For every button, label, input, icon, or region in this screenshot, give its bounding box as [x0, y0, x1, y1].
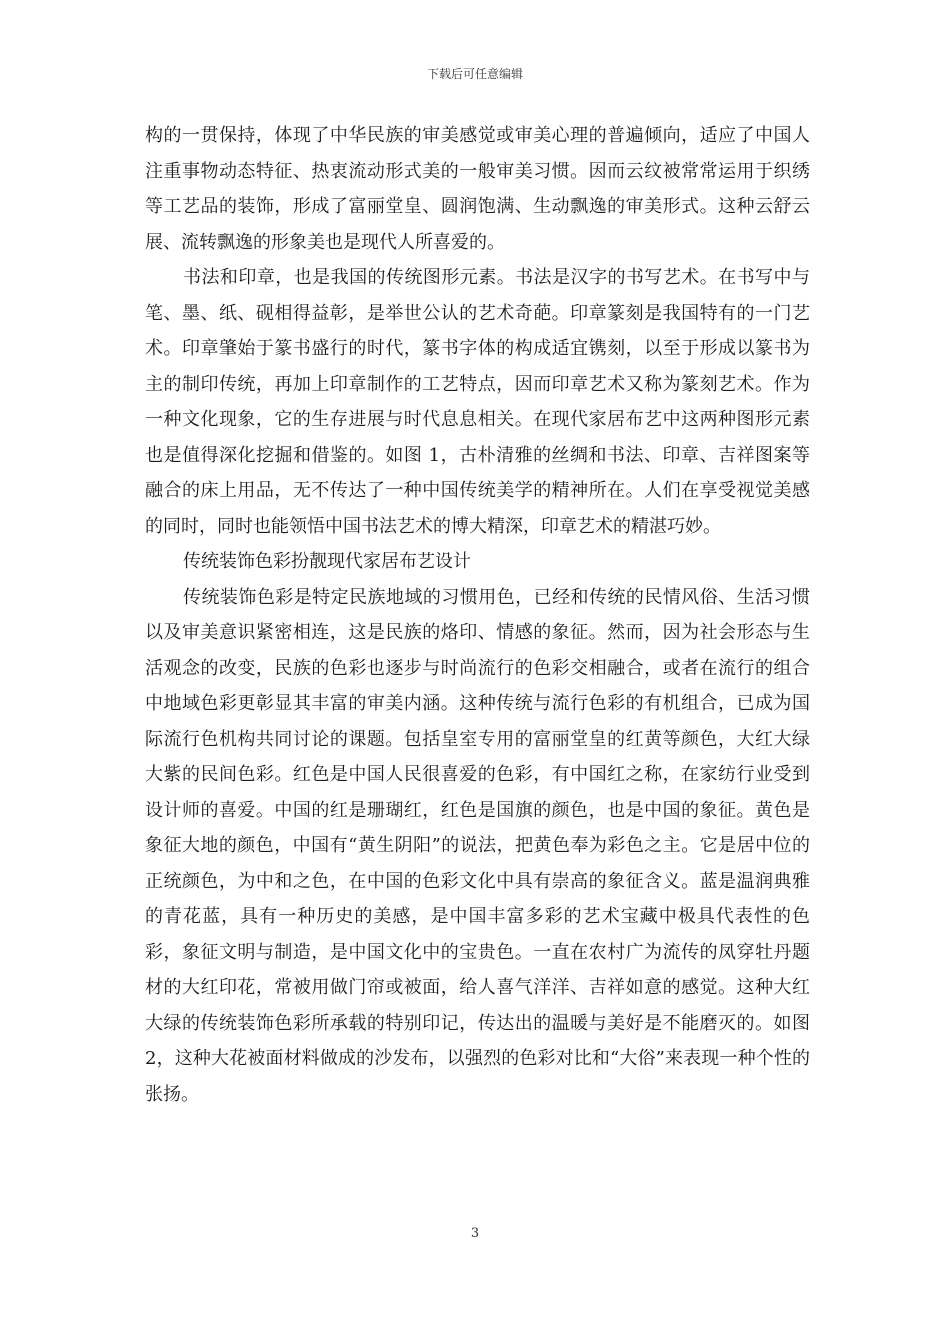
- paragraph-traditional-colors: 传统装饰色彩是特定民族地域的习惯用色，已经和传统的民情风俗、生活习惯以及审美意识紧密相连，这是民族的烙印、情感的象征。然而，因为社会形态与生活观念的改变，民族的色彩也逐步与时尚流行的色彩交相融合，或者在流行的组合中地域色彩更彰显其丰富的审美内涵。这种传统与流行色彩的有机组合，已成为国际流行色机构共同讨论的课题。包括皇室专用的富丽堂皇的红黄等颜色，大红大绿大紫的民间色彩。红色是中国人民很喜爱的色彩，有中国红之称，在家纺行业受到设计师的喜爱。中国的红是珊瑚红，红色是国旗的颜色，也是中国的象征。黄色是象征大地的颜色，中国有“黄生阴阳”的说法，把黄色奉为彩色之主。它是居中位的正统颜色，为中和之色，在中国的色彩文化中具有崇高的象征含义。蓝是温润典雅的青花蓝，具有一种历史的美感，是中国丰富多彩的艺术宝藏中极具代表性的色彩，象征文明与制造，是中国文化中的宝贵色。一直在农村广为流传的凤穿牡丹题材的大红印花，常被用做门帘或被面，给人喜气洋洋、吉祥如意的感觉。这种大红大绿的传统装饰色彩所承载的特别印记，传达出的温暖与美好是不能磨灭的。如图 2，这种大花被面材料做成的沙发布，以强烈的色彩对比和“大俗”来表现一种个性的张扬。: [145, 586, 810, 1105]
- paragraph-cloud-pattern: 构的一贯保持，体现了中华民族的审美感觉或审美心理的普遍倾向，适应了中国人注重事物动态特征、热衷流动形式美的一般审美习惯。因而云纹被常常运用于织绣等工艺品的装饰，形成了富丽堂皇、圆润饱满、生动飘逸的审美形式。这种云舒云展、流转飘逸的形象美也是现代人所喜爱的。: [145, 125, 810, 253]
- page-header: 下载后可任意编辑: [426, 67, 523, 81]
- document-body: [145, 118, 810, 1112]
- page-number: 3: [470, 1226, 480, 1241]
- section-heading-traditional-colors: 传统装饰色彩扮靓现代家居布艺设计: [183, 551, 471, 572]
- paragraph-calligraphy-seal: 书法和印章，也是我国的传统图形元素。书法是汉字的书写艺术。在书写中与笔、墨、纸、砚相得益彰，是举世公认的艺术奇葩。印章篆刻是我国特有的一门艺术。印章肇始于篆书盛行的时代，篆书字体的构成适宜镌刻，以至于形成以篆书为主的制印传统，再加上印章制作的工艺特点，因而印章艺术又称为篆刻艺术。作为一种文化现象，它的生存进展与时代息息相关。在现代家居布艺中这两种图形元素也是值得深化挖掘和借鉴的。如图 1，古朴清雅的丝绸和书法、印章、吉祥图案等融合的床上用品，无不传达了一种中国传统美学的精神所在。人们在享受视觉美感的同时，同时也能领悟中国书法艺术的博大精深，印章艺术的精湛巧妙。: [145, 267, 810, 537]
